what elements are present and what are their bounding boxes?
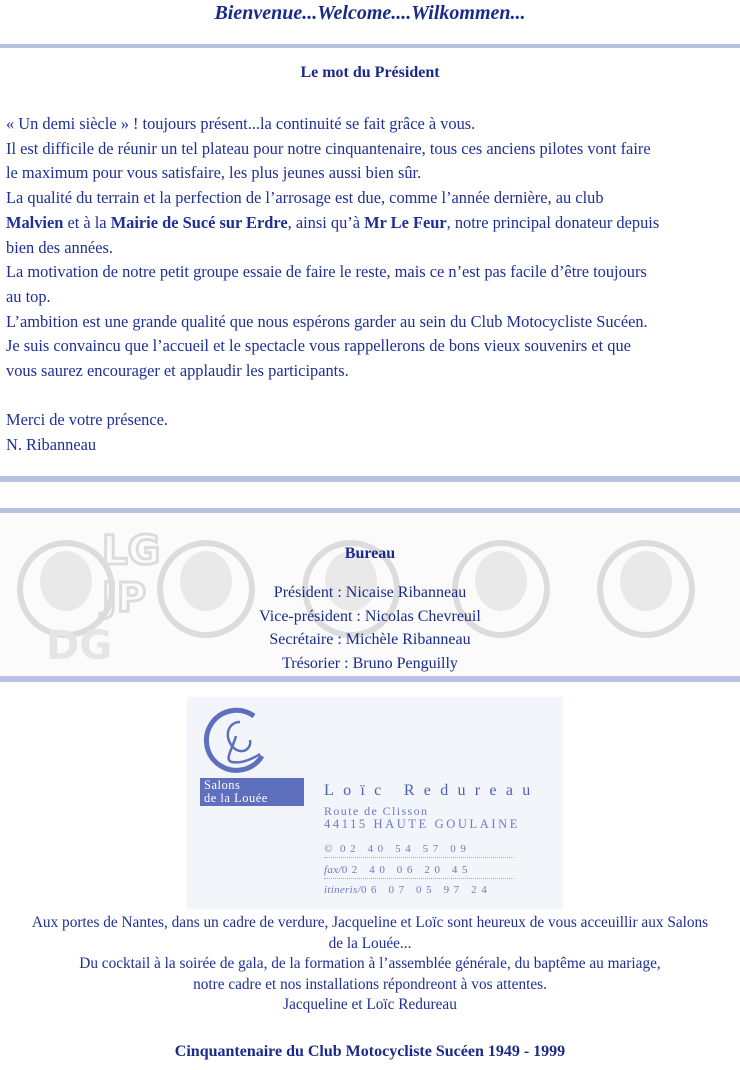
bureau-member-secretary: Secrétaire : Michèle Ribanneau <box>269 631 471 648</box>
card-address <box>324 805 520 831</box>
business-card <box>188 698 562 908</box>
text-run: bien des années. <box>6 237 113 257</box>
president-message-line <box>6 310 740 335</box>
text-run: La qualité du terrain et la perfection de l’arrosage est due, comme l’année dernière, au club <box>6 188 604 208</box>
bureau-title: Bureau <box>344 545 396 562</box>
bureau-member-treasurer: Trésorier : Bruno Penguilly <box>282 654 458 672</box>
card-mobile: 06 07 05 97 24 <box>360 884 492 896</box>
president-message-line <box>6 161 740 186</box>
president-message-line <box>6 186 740 211</box>
text-run: « Un demi siècle » ! toujours présent...la continuité se fait grâce à vous. <box>6 114 476 133</box>
president-message-line <box>6 112 740 137</box>
text-run: vous saurez encourager et applaudir les participants. <box>6 361 349 381</box>
welcome-header: Bienvenue...Welcome....Wilkommen... <box>214 2 526 24</box>
salon-line: Aux portes de Nantes, dans un cadre de verdure, Jacqueline et Loïc sont heureux de vous acceuillir aux Salons <box>31 914 709 931</box>
salon-line: notre cadre et nos installations répondreont à vos attentes. <box>193 975 547 993</box>
paragraph-spacer <box>6 384 740 409</box>
salon-line: de la Louée... <box>328 934 412 952</box>
president-message-line <box>6 334 740 359</box>
text-run: le maximum pour vous satisfaire, les plus jeunes aussi bien sûr. <box>6 163 422 183</box>
text-run: , ainsi qu’à <box>287 212 365 232</box>
text-run: Merci de votre présence. <box>6 410 169 430</box>
text-run: au top. <box>6 286 51 306</box>
text-run: L’ambition est une grande qualité que nous espérons garder au sein du Club Motocycliste Sucéen. <box>6 311 648 331</box>
president-message-line <box>6 359 740 384</box>
bold-name: Mr Le Feur <box>364 212 447 232</box>
bureau-members <box>0 581 740 675</box>
footer-title: Cinquantenaire du Club Motocycliste Sucéen 1949 - 1999 <box>174 1043 566 1060</box>
text-run: Il est difficile de réunir un tel plateau pour notre cinquantenaire, tous ces anciens pilotes vont faire <box>6 138 651 158</box>
card-mobile-label: itineris/ <box>324 884 361 896</box>
card-address-street: Route de Clisson <box>324 804 429 818</box>
president-message-line <box>6 260 740 285</box>
text-run: La motivation de notre petit groupe essaie de faire le reste, mais ce n’est pas facile d’être toujours <box>6 262 647 282</box>
president-message-line <box>6 137 740 162</box>
watermark-text-jp: JP <box>102 575 147 621</box>
bold-name: Mairie de Sucé sur Erdre <box>110 212 288 232</box>
card-fax: 02 40 06 20 45 <box>341 864 473 876</box>
card-fax-line <box>324 864 514 879</box>
card-brand-label <box>200 778 304 806</box>
card-brand-line2: de la Louée <box>204 791 268 805</box>
salon-line: Du cocktail à la soirée de gala, de la formation à l’assemblée générale, du baptême au mariage, <box>79 955 661 973</box>
president-message-line <box>6 433 740 458</box>
watermark-text-lg: LG <box>102 528 161 574</box>
president-message-text <box>6 112 740 458</box>
salon-description <box>0 913 740 1016</box>
text-run: , notre principal donateur depuis <box>446 212 660 232</box>
president-message-line <box>6 236 740 261</box>
phone-icon: © <box>324 843 333 855</box>
president-message-line <box>6 408 740 433</box>
text-run: Je suis convaincu que l’accueil et le spectacle vous rappellerons de bons vieux souvenirs et que <box>6 336 631 356</box>
card-phone-line <box>324 843 514 858</box>
card-brand-line1: Salons <box>204 778 241 792</box>
president-message-line <box>6 285 740 310</box>
bureau-member-vice-president: Vice-président : Nicolas Chevreuil <box>259 607 481 625</box>
president-title: Le mot du Président <box>300 64 440 81</box>
text-run: N. Ribanneau <box>6 435 97 455</box>
card-mobile-line <box>324 884 514 898</box>
text-run: et à la <box>63 212 111 232</box>
president-message-line <box>6 211 740 236</box>
salons-logo-icon <box>202 706 272 774</box>
bureau-member-president: Président : Nicaise Ribanneau <box>273 584 467 601</box>
card-fax-label: fax/ <box>324 864 342 876</box>
card-phone: 02 40 54 57 09 <box>340 843 471 855</box>
bold-name: Malvien <box>6 212 64 232</box>
watermark-text-dg: DG <box>46 623 113 669</box>
card-address-city: 44115 HAUTE GOULAINE <box>324 817 520 831</box>
salon-signature: Jacqueline et Loïc Redureau <box>283 996 457 1014</box>
card-person-name: Loïc Redureau <box>324 782 540 799</box>
